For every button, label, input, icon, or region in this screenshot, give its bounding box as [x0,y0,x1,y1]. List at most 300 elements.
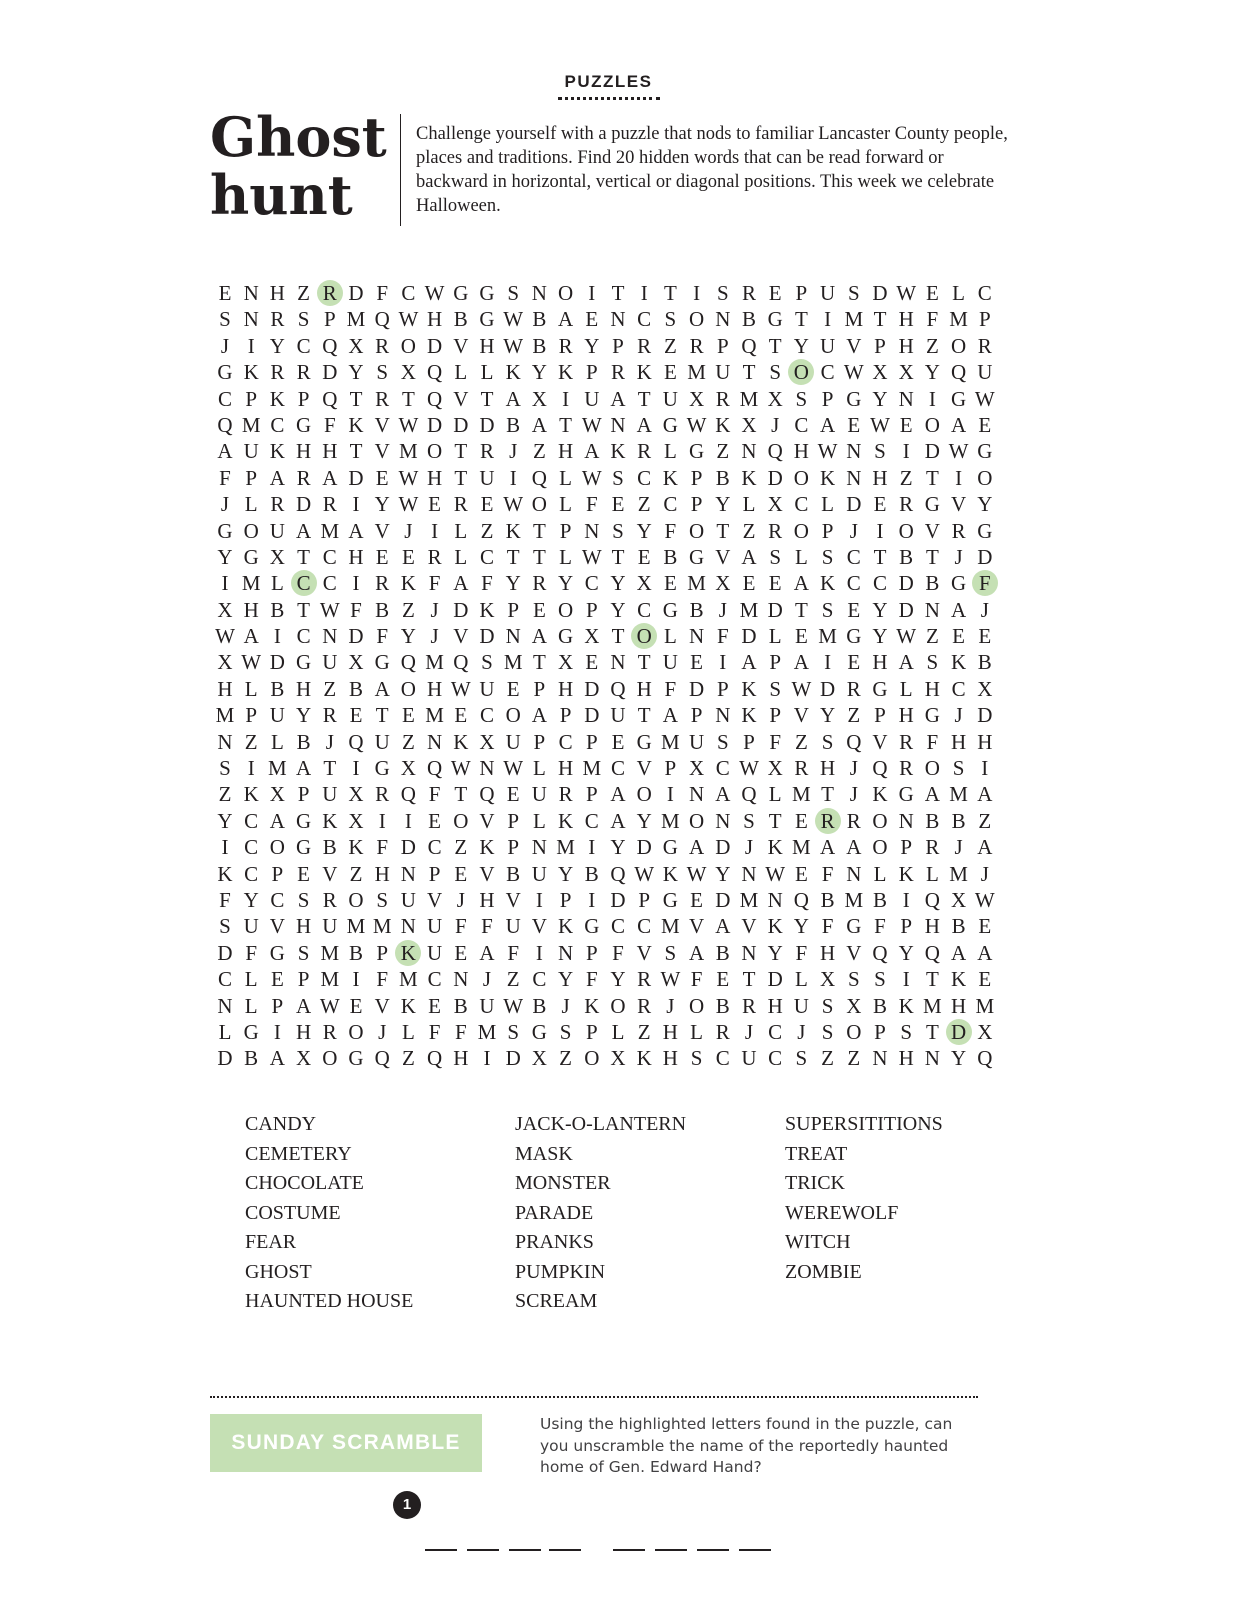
grid-letter[interactable]: H [558,756,574,781]
grid-letter[interactable]: I [824,650,832,675]
grid-letter[interactable]: S [219,307,231,332]
grid-letter[interactable]: E [454,940,468,965]
grid-letter[interactable]: L [454,544,468,569]
grid-letter[interactable]: L [663,624,677,649]
grid-letter[interactable]: K [400,571,416,596]
grid-letter[interactable]: U [243,439,259,464]
grid-letter[interactable]: P [559,703,572,728]
grid-letter[interactable]: T [559,412,572,437]
grid-letter[interactable]: A [479,940,495,965]
grid-letter[interactable]: M [661,914,680,939]
grid-letter[interactable]: N [610,650,626,675]
grid-letter[interactable]: G [296,412,312,437]
grid-letter[interactable]: I [352,756,360,781]
grid-letter[interactable]: G [636,729,652,754]
grid-letter[interactable]: Y [400,624,416,649]
grid-letter[interactable]: X [767,492,783,517]
grid-letter[interactable]: D [479,624,495,649]
grid-letter[interactable]: Q [924,887,940,912]
grid-letter[interactable]: C [794,492,809,517]
grid-letter[interactable]: L [244,967,258,992]
grid-letter[interactable]: T [925,967,939,992]
grid-letter[interactable]: N [400,861,416,886]
grid-letter[interactable]: F [376,624,389,649]
grid-letter[interactable]: Y [217,544,233,569]
grid-letter[interactable]: C [637,307,652,332]
grid-letter[interactable]: E [585,650,599,675]
grid-letter[interactable]: U [400,887,416,912]
grid-letter[interactable]: H [217,676,233,701]
grid-letter[interactable]: U [427,914,443,939]
grid-letter[interactable]: H [296,914,312,939]
grid-letter[interactable]: N [610,412,626,437]
grid-letter[interactable]: G [977,518,993,543]
grid-letter[interactable]: O [558,597,574,622]
grid-letter[interactable]: Q [741,333,757,358]
grid-letter[interactable]: M [503,650,523,675]
grid-letter[interactable]: A [741,544,757,569]
grid-letter[interactable]: O [793,465,809,490]
grid-letter[interactable]: L [244,993,258,1018]
grid-letter[interactable]: T [506,544,520,569]
grid-letter[interactable]: N [846,439,862,464]
grid-letter[interactable]: A [453,571,469,596]
grid-letter[interactable]: K [505,518,521,543]
grid-letter[interactable]: I [588,281,596,305]
grid-letter[interactable]: G [479,281,495,305]
grid-letter[interactable]: U [662,650,678,675]
grid-letter[interactable]: P [716,333,729,358]
grid-letter[interactable]: E [454,703,468,728]
grid-letter[interactable]: T [873,544,887,569]
grid-letter[interactable]: L [454,360,468,385]
grid-letter[interactable]: W [974,887,995,912]
grid-letter[interactable]: G [479,307,495,332]
grid-letter[interactable]: W [398,465,419,490]
grid-letter[interactable]: F [874,914,886,939]
grid-letter[interactable]: M [687,360,706,385]
grid-letter[interactable]: T [611,281,625,305]
grid-letter[interactable]: H [427,465,443,490]
answer-blank[interactable] [655,1549,687,1551]
grid-letter[interactable]: Y [636,808,652,833]
grid-letter[interactable]: U [322,782,338,807]
grid-letter[interactable]: E [663,571,677,596]
grid-letter[interactable]: R [637,439,652,464]
grid-letter[interactable]: M [687,571,706,596]
grid-letter[interactable]: W [424,281,445,305]
grid-letter[interactable]: F [664,676,677,701]
grid-letter[interactable]: I [955,465,963,490]
grid-letter[interactable]: A [610,386,626,411]
grid-letter[interactable]: M [739,887,759,912]
grid-letter[interactable]: U [584,386,600,411]
grid-letter[interactable]: D [767,465,783,490]
grid-letter[interactable]: H [977,729,993,754]
grid-letter[interactable]: H [872,650,888,675]
grid-letter[interactable]: S [507,281,520,305]
grid-letter[interactable]: R [558,782,573,807]
grid-letter[interactable]: D [977,703,993,728]
grid-letter[interactable]: H [872,465,888,490]
grid-letter[interactable]: X [689,756,705,781]
grid-letter[interactable]: R [715,1019,730,1044]
grid-letter[interactable]: L [821,492,834,517]
grid-letter[interactable]: A [793,650,809,675]
grid-letter[interactable]: J [509,439,518,464]
grid-letter[interactable]: H [898,307,914,332]
grid-letter[interactable]: R [270,307,285,332]
grid-letter[interactable]: V [453,624,469,649]
grid-letter[interactable]: M [241,571,261,596]
grid-letter[interactable]: L [794,967,808,992]
grid-letter[interactable]: C [479,703,494,728]
grid-letter[interactable]: H [479,887,495,912]
grid-letter[interactable]: H [662,1046,678,1071]
grid-letter[interactable]: W [791,676,812,701]
grid-letter[interactable]: V [846,333,862,358]
grid-letter[interactable]: S [219,914,231,939]
grid-letter[interactable]: Y [584,333,600,358]
grid-letter[interactable]: Q [977,1046,993,1071]
grid-letter[interactable]: W [870,412,890,437]
grid-letter[interactable]: P [585,940,598,965]
grid-letter[interactable]: K [898,861,914,886]
grid-letter[interactable]: V [951,492,967,517]
grid-letter[interactable]: I [247,756,255,781]
grid-letter[interactable]: X [610,1046,626,1071]
grid-letter[interactable]: E [428,993,441,1018]
grid-letter[interactable]: I [928,386,936,411]
grid-letter[interactable]: G [662,835,678,860]
grid-letter[interactable]: D [715,835,731,860]
grid-letter[interactable]: S [612,518,624,543]
grid-letter[interactable]: R [375,386,390,411]
grid-letter[interactable]: O [531,492,547,517]
grid-letter[interactable]: T [532,518,546,543]
grid-letter[interactable]: N [479,756,495,781]
grid-letter[interactable]: C [558,729,573,754]
grid-letter[interactable]: W [843,360,864,385]
grid-letter[interactable]: E [401,544,415,569]
grid-letter[interactable]: C [715,756,730,781]
grid-letter[interactable]: N [846,465,862,490]
grid-letter[interactable]: J [744,1019,754,1044]
grid-letter[interactable]: S [612,465,624,490]
grid-letter[interactable]: H [898,703,914,728]
grid-letter[interactable]: C [244,808,259,833]
grid-letter[interactable]: X [767,756,783,781]
grid-letter[interactable]: T [532,650,546,675]
grid-letter[interactable]: E [794,808,808,833]
grid-letter[interactable]: X [400,756,416,781]
grid-letter[interactable]: R [296,360,311,385]
grid-letter[interactable]: D [453,597,469,622]
grid-letter[interactable]: A [662,703,678,728]
grid-letter[interactable]: C [768,1046,783,1071]
grid-letter[interactable]: K [898,993,914,1018]
grid-letter[interactable]: Q [322,333,338,358]
grid-letter[interactable]: W [974,386,995,411]
grid-letter[interactable]: S [297,307,310,332]
grid-letter[interactable]: A [531,624,547,649]
grid-letter[interactable]: A [715,782,731,807]
grid-letter[interactable]: L [873,861,887,886]
grid-letter[interactable]: B [584,861,599,886]
grid-letter[interactable]: F [428,1019,441,1044]
grid-letter[interactable]: R [794,756,809,781]
grid-letter[interactable]: G [951,571,967,596]
grid-letter[interactable]: G [584,914,600,939]
grid-letter[interactable]: B [532,333,547,358]
grid-letter[interactable]: B [453,307,468,332]
grid-letter[interactable]: M [346,307,366,332]
grid-letter[interactable]: J [849,756,858,781]
grid-letter[interactable]: W [581,412,602,437]
grid-letter[interactable]: Q [348,729,364,754]
grid-letter[interactable]: R [637,333,652,358]
grid-letter[interactable]: N [610,307,626,332]
grid-letter[interactable]: R [846,808,861,833]
grid-letter[interactable]: P [533,676,546,701]
grid-letter[interactable]: P [533,729,546,754]
grid-letter[interactable]: V [531,914,547,939]
grid-letter[interactable]: X [348,650,364,675]
grid-letter[interactable]: P [664,756,677,781]
grid-letter[interactable]: X [558,650,574,675]
grid-letter[interactable]: H [479,333,495,358]
grid-letter[interactable]: R [637,967,652,992]
grid-letter[interactable]: A [793,571,809,596]
grid-letter[interactable]: Z [323,676,337,701]
grid-letter[interactable]: M [425,650,444,675]
grid-letter[interactable]: Q [374,307,390,332]
grid-letter[interactable]: Z [559,1046,572,1071]
grid-letter[interactable]: J [220,492,230,517]
grid-letter[interactable]: K [217,861,233,886]
grid-letter[interactable]: D [296,492,312,517]
grid-letter[interactable]: M [949,782,968,807]
grid-letter[interactable]: C [794,412,809,437]
grid-letter[interactable]: F [245,940,258,965]
grid-letter[interactable]: Q [872,756,888,781]
grid-letter[interactable]: Z [847,1046,861,1071]
grid-letter[interactable]: T [873,307,887,332]
grid-letter[interactable]: T [297,597,310,622]
grid-letter[interactable]: M [372,914,392,939]
grid-letter[interactable]: F [585,492,598,517]
grid-letter[interactable]: W [948,439,969,464]
grid-letter[interactable]: W [319,993,340,1018]
grid-letter[interactable]: B [506,412,521,437]
grid-letter[interactable]: J [797,1019,806,1044]
grid-letter[interactable]: C [610,756,625,781]
grid-letter[interactable]: U [479,993,495,1018]
grid-letter[interactable]: S [821,544,834,569]
grid-letter[interactable]: B [322,835,337,860]
grid-letter[interactable]: F [428,571,441,596]
grid-letter[interactable]: Y [558,571,574,596]
grid-letter[interactable]: D [453,412,469,437]
grid-letter[interactable]: E [611,729,625,754]
grid-letter[interactable]: W [581,465,602,490]
grid-letter[interactable]: E [690,650,703,675]
grid-letter[interactable]: C [217,967,232,992]
grid-letter[interactable]: W [634,861,655,886]
grid-letter[interactable]: G [977,439,993,464]
grid-letter[interactable]: R [899,492,914,517]
grid-letter[interactable]: G [243,544,259,569]
grid-letter[interactable]: U [479,676,495,701]
grid-letter[interactable]: Y [924,360,940,385]
grid-letter[interactable]: Q [427,1046,443,1071]
grid-letter[interactable]: D [505,1046,521,1071]
grid-letter[interactable]: A [269,808,285,833]
grid-letter[interactable]: F [612,940,624,965]
grid-letter[interactable]: U [977,360,993,385]
grid-letter[interactable]: M [320,940,340,965]
grid-letter[interactable]: B [925,571,940,596]
grid-letter[interactable]: V [269,914,285,939]
grid-letter[interactable]: Z [742,518,756,543]
grid-letter[interactable]: S [664,307,677,332]
grid-letter[interactable]: P [874,1019,886,1044]
grid-letter[interactable]: Z [663,333,677,358]
grid-letter[interactable]: T [716,518,730,543]
grid-letter[interactable]: F [454,1019,467,1044]
grid-letter[interactable]: T [925,1019,939,1044]
grid-letter[interactable]: W [765,861,786,886]
grid-letter[interactable]: R [610,360,625,385]
grid-letter[interactable]: H [924,676,940,701]
grid-letter[interactable]: E [978,914,992,939]
grid-letter[interactable]: V [322,861,338,886]
grid-letter[interactable]: G [243,1019,259,1044]
grid-letter[interactable]: E [428,808,441,833]
grid-letter[interactable]: E [611,492,625,517]
answer-blank[interactable] [697,1549,729,1551]
grid-letter[interactable]: F [507,940,520,965]
grid-letter[interactable]: O [269,835,285,860]
grid-letter[interactable]: C [217,386,232,411]
grid-letter[interactable]: U [505,914,521,939]
grid-letter[interactable]: A [374,676,390,701]
grid-letter[interactable]: Z [480,518,494,543]
grid-letter[interactable]: V [715,544,731,569]
grid-letter[interactable]: B [872,993,887,1018]
grid-letter[interactable]: A [584,439,600,464]
grid-letter[interactable]: O [689,993,705,1018]
grid-letter[interactable]: I [562,386,570,411]
grid-letter[interactable]: R [741,993,756,1018]
grid-letter[interactable]: H [374,861,390,886]
grid-letter[interactable]: L [270,729,284,754]
grid-letter[interactable]: G [531,1019,547,1044]
grid-letter[interactable]: I [273,1019,281,1044]
grid-letter[interactable]: W [503,492,524,517]
grid-letter[interactable]: M [923,993,942,1018]
grid-letter[interactable]: X [531,1046,547,1071]
grid-letter[interactable]: H [820,756,836,781]
grid-letter[interactable]: P [874,333,886,358]
grid-letter[interactable]: W [686,412,707,437]
grid-letter[interactable]: W [398,412,419,437]
grid-letter[interactable]: I [588,835,596,860]
grid-letter[interactable]: W [503,756,524,781]
grid-letter[interactable]: F [926,307,939,332]
grid-letter[interactable]: X [689,386,705,411]
grid-letter[interactable]: T [532,544,546,569]
grid-letter[interactable]: E [847,412,861,437]
grid-letter[interactable]: W [215,624,235,649]
grid-letter[interactable]: D [584,703,600,728]
grid-letter[interactable]: N [505,624,521,649]
grid-letter[interactable]: A [269,1046,285,1071]
grid-letter[interactable]: N [741,940,757,965]
grid-letter[interactable]: S [795,386,808,411]
grid-letter[interactable]: X [820,967,836,992]
grid-letter[interactable]: X [269,544,285,569]
grid-letter[interactable]: L [532,808,546,833]
grid-letter[interactable]: R [375,333,390,358]
grid-letter[interactable]: R [453,492,468,517]
grid-letter[interactable]: S [926,650,939,675]
grid-letter[interactable]: I [693,281,701,305]
grid-letter[interactable]: D [767,967,783,992]
grid-letter[interactable]: K [269,439,285,464]
grid-letter[interactable]: H [296,1019,312,1044]
grid-letter[interactable]: V [374,412,390,437]
grid-letter[interactable]: Q [322,386,338,411]
grid-letter[interactable]: T [401,386,415,411]
grid-letter[interactable]: I [824,307,832,332]
grid-letter[interactable]: T [349,439,363,464]
grid-letter[interactable]: O [872,835,888,860]
grid-letter[interactable]: E [428,492,441,517]
grid-letter[interactable]: P [297,386,310,411]
grid-letter[interactable]: O [427,439,443,464]
grid-letter[interactable]: O [977,465,993,490]
grid-letter[interactable]: J [954,703,963,728]
grid-letter[interactable]: T [349,386,363,411]
grid-letter[interactable]: H [427,676,443,701]
grid-letter[interactable]: O [636,782,652,807]
grid-letter[interactable]: N [584,518,600,543]
grid-letter[interactable]: N [872,1046,888,1071]
grid-letter[interactable]: L [244,676,258,701]
highlighted-letter[interactable]: C [291,570,317,596]
grid-letter[interactable]: J [220,333,230,358]
grid-letter[interactable]: T [925,544,939,569]
grid-letter[interactable]: M [320,967,340,992]
grid-letter[interactable]: N [531,281,547,305]
grid-letter[interactable]: F [350,597,362,622]
grid-letter[interactable]: L [925,861,939,886]
highlighted-letter[interactable]: R [317,280,343,306]
grid-letter[interactable]: A [977,940,993,965]
grid-letter[interactable]: H [243,597,259,622]
grid-letter[interactable]: I [247,333,255,358]
grid-letter[interactable]: P [559,518,572,543]
highlighted-letter[interactable]: R [815,808,841,834]
grid-letter[interactable]: C [872,571,887,596]
grid-letter[interactable]: M [844,887,864,912]
grid-letter[interactable]: R [270,492,285,517]
grid-letter[interactable]: D [636,835,652,860]
grid-letter[interactable]: E [349,703,363,728]
grid-letter[interactable]: K [584,993,600,1018]
grid-letter[interactable]: Y [610,571,626,596]
